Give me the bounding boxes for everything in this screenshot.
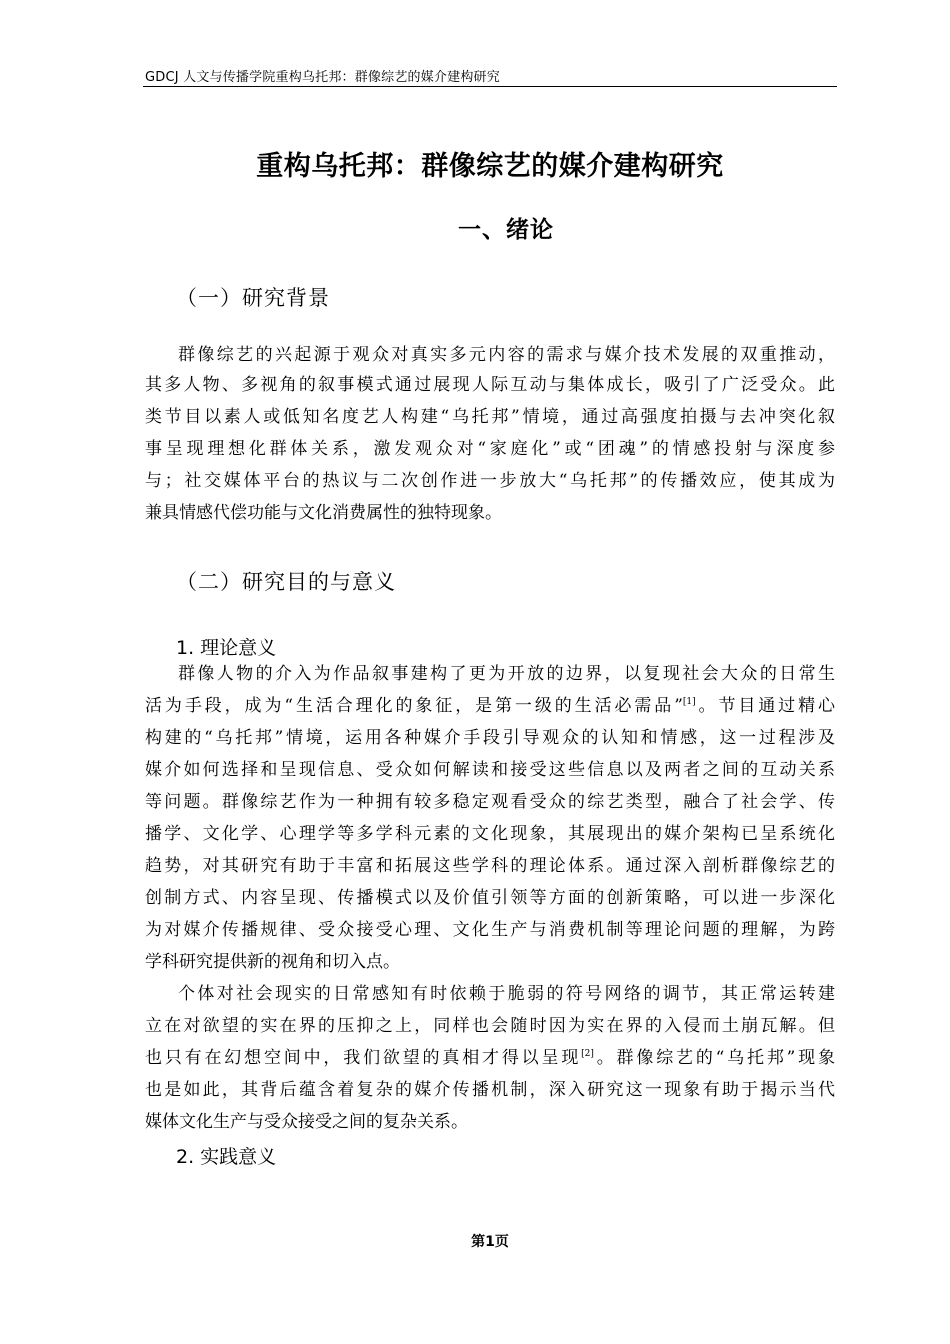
text-line [145, 691, 835, 721]
text-line: 立在对欲望的实在界的压抑之上，同样也会随时因为实在界的入侵而土崩瓦解。但 [145, 1016, 835, 1036]
text-line: 创制方式、内容呈现、传播模式以及价值引领等方面的创新策略，可以进一步深化 [145, 888, 835, 908]
text-span: 也只有在幻想空间中，我们欲望的真相才得以呈现 [145, 1048, 582, 1068]
text-line: 媒体文化生产与受众接受之间的复杂关系。 [145, 1112, 468, 1132]
text-line: 群像人物的介入为作品叙事建构了更为开放的边界，以复现社会大众的日常生 [178, 664, 835, 684]
text-line: 类节目以素人或低知名度艺人构建“乌托邦”情境，通过高强度拍摄与去冲突化叙 [145, 407, 835, 427]
section-heading-introduction: 一、绪论 [458, 217, 554, 243]
text-line: 为对媒介传播规律、受众接受心理、文化生产与消费机制等理论问题的理解，为跨 [145, 920, 835, 940]
citation-ref-2: [2] [581, 1049, 594, 1059]
text-line: 构建的“乌托邦”情境，运用各种媒介手段引导观众的认知和情感，这一过程涉及 [145, 728, 835, 748]
text-line: 与；社交媒体平台的热议与二次创作进一步放大“乌托邦”的传播效应，使其成为 [145, 471, 835, 491]
text-line: 等问题。群像综艺作为一种拥有较多稳定观看受众的综艺类型，融合了社会学、传 [145, 792, 835, 812]
text-span: 。群像综艺的“乌托邦”现象 [593, 1048, 835, 1068]
page-number: 第1页 [471, 1234, 509, 1250]
text-line: 其多人物、多视角的叙事模式通过展现人际互动与集体成长，吸引了广泛受众。此 [145, 375, 835, 395]
citation-ref-1: [1] [682, 697, 696, 707]
running-header: GDCJ 人文与传播学院重构乌托邦：群像综艺的媒介建构研究 [145, 70, 500, 85]
text-line: 媒介如何选择和呈现信息、受众如何解读和接受这些信息以及两者之间的互动关系 [145, 760, 835, 780]
subsection-heading-purpose: （二）研究目的与意义 [176, 570, 396, 594]
document-title: 重构乌托邦：群像综艺的媒介建构研究 [256, 151, 724, 182]
text-span: 活为手段，成为“生活合理化的象征，是第一级的生活必需品” [145, 696, 683, 716]
heading-practice-significance: 2. 实践意义 [176, 1146, 277, 1168]
text-line: 事呈现理想化群体关系，激发观众对“家庭化”或“团魂”的情感投射与深度参 [145, 439, 835, 459]
text-line: 群像综艺的兴起源于观众对真实多元内容的需求与媒介技术发展的双重推动， [178, 345, 835, 365]
text-line: 播学、文化学、心理学等多学科元素的文化现象，其展现出的媒介架构已呈系统化 [145, 824, 835, 844]
text-line [145, 1043, 835, 1073]
text-line: 趋势，对其研究有助于丰富和拓展这些学科的理论体系。通过深入剖析群像综艺的 [145, 856, 835, 876]
text-line: 个体对社会现实的日常感知有时依赖于脆弱的符号网络的调节，其正常运转建 [178, 984, 835, 1004]
header-rule [143, 86, 837, 87]
heading-theory-significance: 1. 理论意义 [176, 637, 277, 659]
text-line: 兼具情感代偿功能与文化消费属性的独特现象。 [145, 503, 502, 523]
text-line: 也是如此，其背后蕴含着复杂的媒介传播机制，深入研究这一现象有助于揭示当代 [145, 1080, 835, 1100]
text-span: 。节目通过精心 [695, 696, 835, 716]
text-line: 学科研究提供新的视角和切入点。 [145, 952, 400, 972]
subsection-heading-background: （一）研究背景 [176, 286, 330, 310]
